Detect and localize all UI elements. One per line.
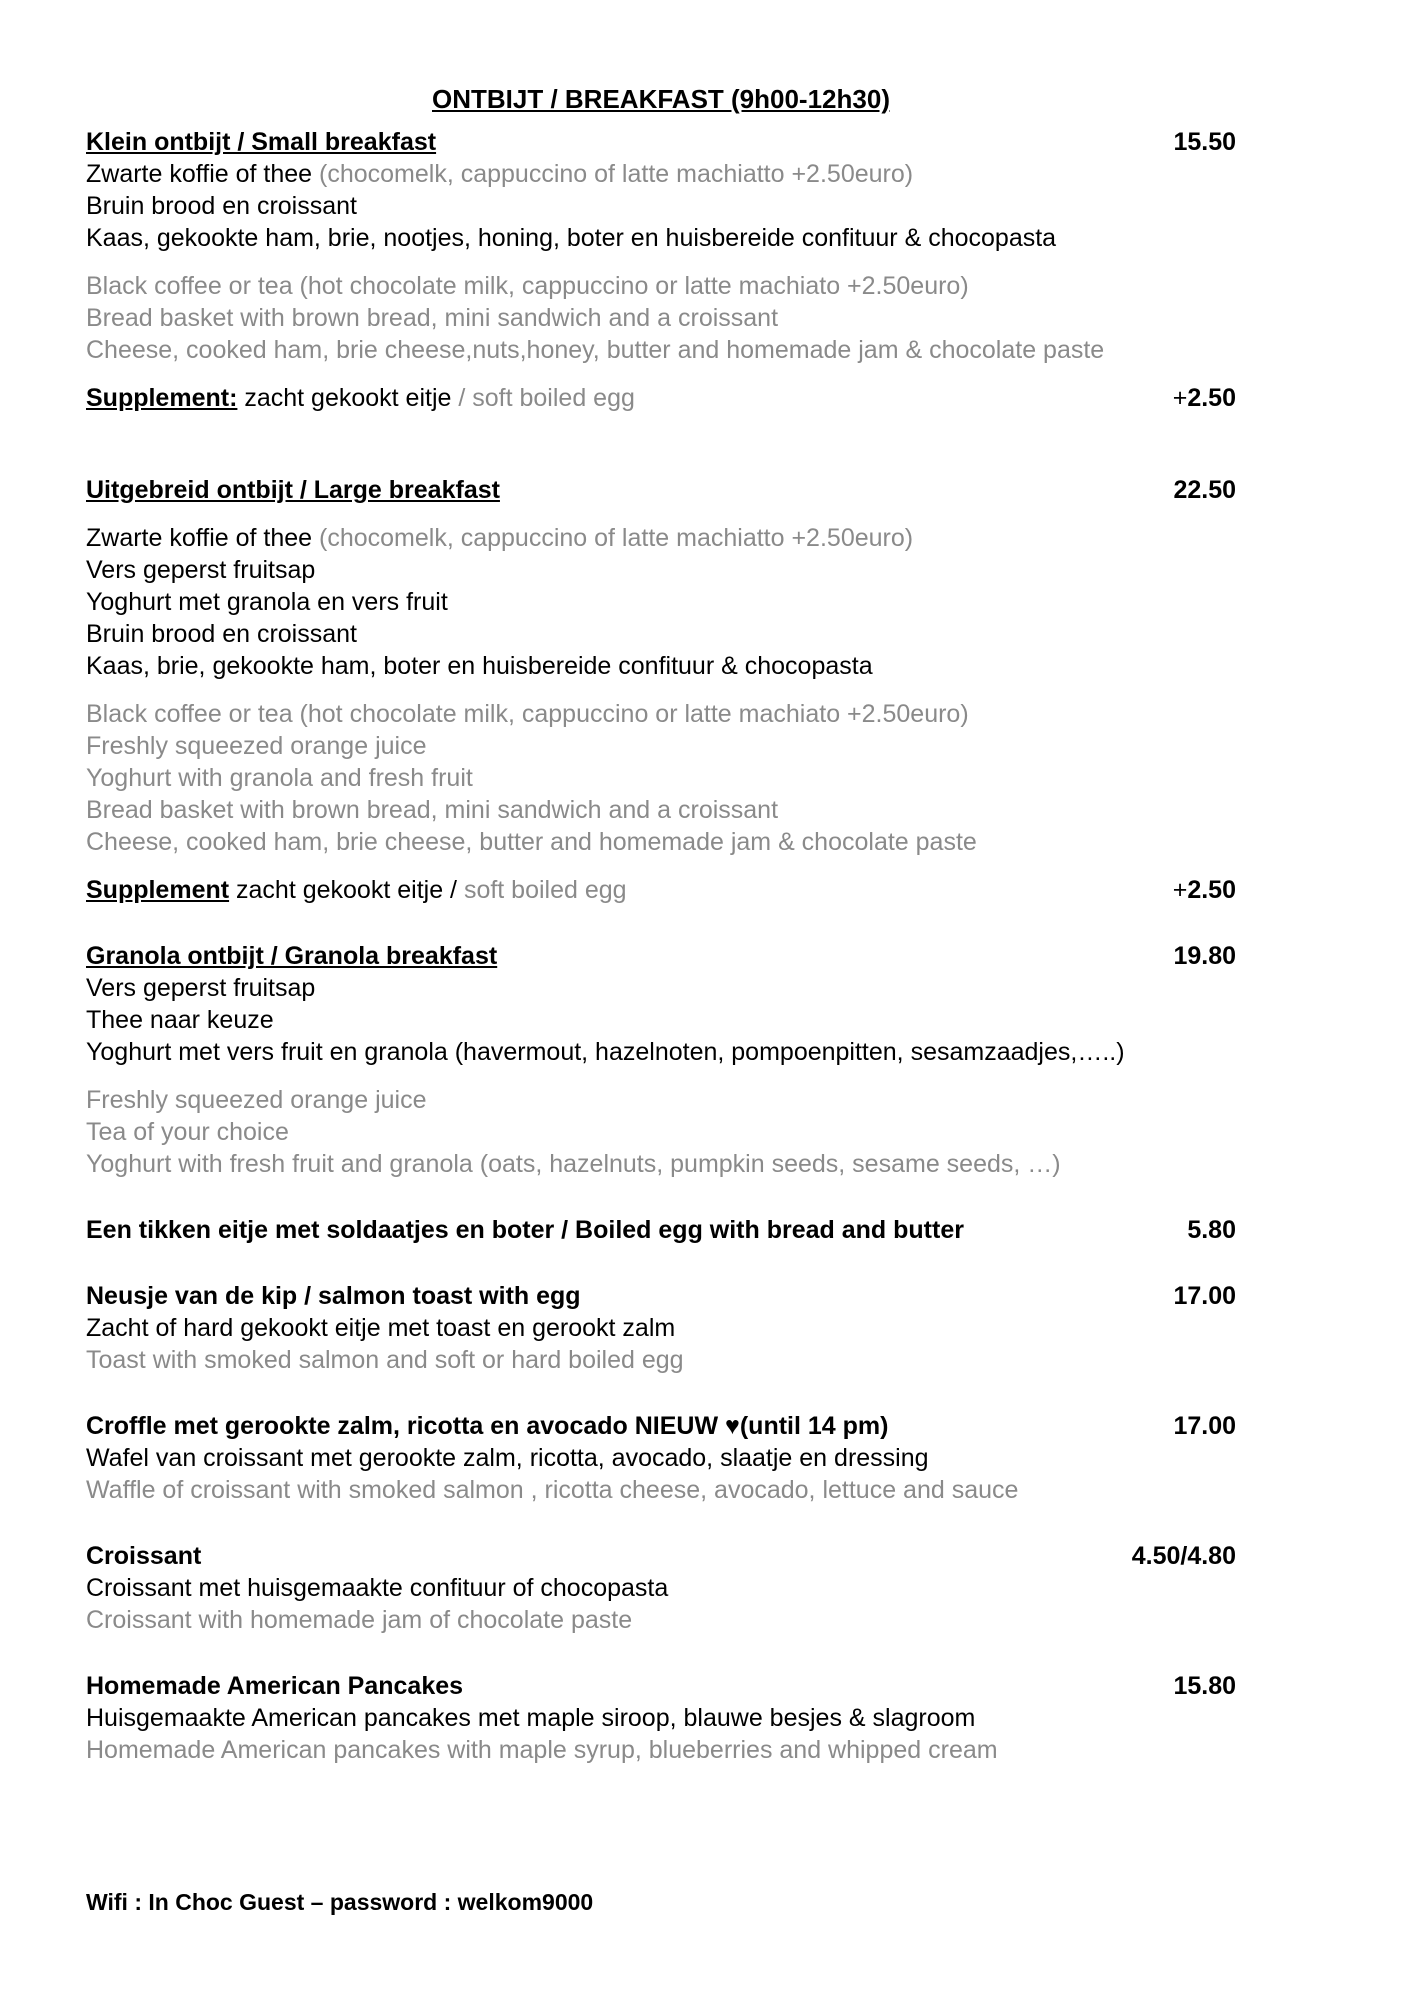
salmon-toast-price: 17.00: [1173, 1282, 1236, 1310]
boiled-egg-price: 5.80: [1187, 1216, 1236, 1244]
salmon-toast-section: [86, 1280, 1236, 1376]
small-nl-line-3: Kaas, gekookte ham, brie, nootjes, honing, boter en huisbereide confituur & chocopasta: [86, 224, 1057, 252]
croissant-section: [86, 1540, 1236, 1636]
small-supplement-nl: zacht gekookt eitje: [237, 384, 452, 412]
granola-nl-line-3: Yoghurt met vers fruit en granola (havermout, hazelnoten, pompoenpitten, sesamzaadjes,…..): [86, 1038, 1125, 1066]
pancakes-section: [86, 1670, 1236, 1766]
small-breakfast-header: [86, 126, 1236, 158]
large-en-line-2: Freshly squeezed orange juice: [86, 732, 427, 760]
large-en-line-3: Yoghurt with granola and fresh fruit: [86, 764, 473, 792]
page-title: ONTBIJT / BREAKFAST (9h00-12h30): [432, 84, 890, 114]
small-breakfast-section: [86, 126, 1236, 414]
small-nl-line-2: Bruin brood en croissant: [86, 192, 357, 220]
large-nl-line-1-main: Zwarte koffie of thee: [86, 524, 319, 552]
large-nl-line-2: Vers geperst fruitsap: [86, 556, 316, 584]
large-nl-line-4: Bruin brood en croissant: [86, 620, 357, 648]
small-supplement: [86, 382, 1236, 414]
croissant-nl: Croissant met huisgemaakte confituur of chocopasta: [86, 1574, 669, 1602]
large-supplement-price: 2.50: [1187, 876, 1236, 904]
large-supplement-nl: zacht gekookt eitje /: [229, 876, 464, 904]
large-supplement-en: soft boiled egg: [463, 876, 627, 904]
small-en-line-3: Cheese, cooked ham, brie cheese,nuts,honey, butter and homemade jam & chocolate paste: [86, 336, 1105, 364]
large-nl-line-1: [86, 522, 1236, 554]
granola-en-line-3: Yoghurt with fresh fruit and granola (oats, hazelnuts, pumpkin seeds, sesame seeds, …): [86, 1150, 1061, 1178]
salmon-toast-nl: Zacht of hard gekookt eitje met toast en gerookt zalm: [86, 1314, 676, 1342]
large-breakfast-price: 22.50: [1173, 476, 1236, 504]
croissant-en: Croissant with homemade jam of chocolate paste: [86, 1606, 633, 1634]
large-en-line-4: Bread basket with brown bread, mini sandwich and a croissant: [86, 796, 779, 824]
salmon-toast-header: [86, 1280, 1236, 1312]
granola-nl-line-1: Vers geperst fruitsap: [86, 974, 316, 1002]
pancakes-name: Homemade American Pancakes: [86, 1672, 464, 1700]
large-nl-line-1-extra: (chocomelk, cappuccino of latte machiatto +2.50euro): [319, 524, 914, 552]
croffle-en: Waffle of croissant with smoked salmon , ricotta cheese, avocado, lettuce and sauce: [86, 1476, 1019, 1504]
small-nl-line-1-extra: (chocomelk, cappuccino of latte machiatto +2.50euro): [319, 160, 914, 188]
croffle-section: [86, 1410, 1236, 1506]
large-supplement-plus: +: [1172, 876, 1188, 904]
granola-nl-line-2: Thee naar keuze: [86, 1006, 274, 1034]
granola-breakfast-section: [86, 940, 1236, 1180]
croffle-name: Croffle met gerookte zalm, ricotta en avocado NIEUW ♥(until 14 pm): [86, 1412, 889, 1440]
croissant-name: Croissant: [86, 1542, 202, 1570]
croffle-price: 17.00: [1173, 1412, 1236, 1440]
boiled-egg-header: [86, 1214, 1236, 1246]
large-en-line-5: Cheese, cooked ham, brie cheese, butter and homemade jam & chocolate paste: [86, 828, 977, 856]
pancakes-nl: Huisgemaakte American pancakes met maple siroop, blauwe besjes & slagroom: [86, 1704, 976, 1732]
salmon-toast-en: Toast with smoked salmon and soft or hard boiled egg: [86, 1346, 684, 1374]
breakfast-menu: [86, 82, 1236, 1766]
croissant-price: 4.50/4.80: [1131, 1542, 1236, 1570]
large-supplement-label: Supplement: [86, 876, 230, 904]
large-nl-line-5: Kaas, brie, gekookte ham, boter en huisbereide confituur & chocopasta: [86, 652, 873, 680]
large-breakfast-section: [86, 474, 1236, 906]
large-en-line-1: Black coffee or tea (hot chocolate milk, cappuccino or latte machiato +2.50euro): [86, 700, 969, 728]
small-supplement-plus: +: [1172, 384, 1188, 412]
pancakes-header: [86, 1670, 1236, 1702]
croissant-header: [86, 1540, 1236, 1572]
large-supplement: [86, 874, 1236, 906]
small-en-line-2: Bread basket with brown bread, mini sandwich and a croissant: [86, 304, 779, 332]
small-supplement-label: Supplement:: [86, 384, 238, 412]
granola-breakfast-header: [86, 940, 1236, 972]
pancakes-price: 15.80: [1173, 1672, 1236, 1700]
small-breakfast-price: 15.50: [1173, 128, 1236, 156]
small-en-line-1: Black coffee or tea (hot chocolate milk, cappuccino or latte machiato +2.50euro): [86, 272, 969, 300]
salmon-toast-name: Neusje van de kip / salmon toast with egg: [86, 1282, 581, 1310]
wifi-info: Wifi : In Choc Guest – password : welkom9000: [86, 1889, 594, 1915]
small-breakfast-name: Klein ontbijt / Small breakfast: [86, 128, 437, 156]
granola-breakfast-name: Granola ontbijt / Granola breakfast: [86, 942, 498, 970]
small-nl-line-1-main: Zwarte koffie of thee: [86, 160, 319, 188]
granola-en-line-1: Freshly squeezed orange juice: [86, 1086, 427, 1114]
large-breakfast-name: Uitgebreid ontbijt / Large breakfast: [86, 476, 500, 504]
boiled-egg-section: [86, 1214, 1236, 1246]
small-nl-line-1: [86, 158, 1236, 190]
small-supplement-price: 2.50: [1187, 384, 1236, 412]
croffle-header: [86, 1410, 1236, 1442]
granola-breakfast-price: 19.80: [1173, 942, 1236, 970]
small-supplement-en: / soft boiled egg: [451, 384, 635, 412]
granola-en-line-2: Tea of your choice: [86, 1118, 289, 1146]
large-nl-line-3: Yoghurt met granola en vers fruit: [86, 588, 448, 616]
boiled-egg-name: Een tikken eitje met soldaatjes en boter / Boiled egg with bread and butter: [86, 1216, 964, 1244]
croffle-nl: Wafel van croissant met gerookte zalm, ricotta, avocado, slaatje en dressing: [86, 1444, 929, 1472]
large-breakfast-header: [86, 474, 1236, 506]
pancakes-en: Homemade American pancakes with maple syrup, blueberries and whipped cream: [86, 1736, 998, 1764]
